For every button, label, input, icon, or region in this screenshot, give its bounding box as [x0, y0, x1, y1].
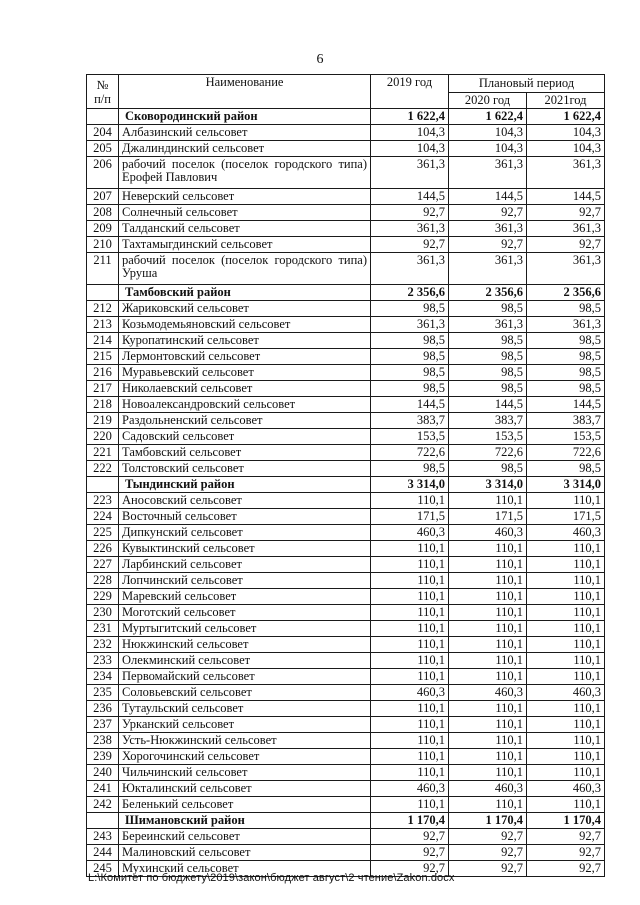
value-2020: 104,3	[449, 141, 527, 157]
value-2020: 110,1	[449, 621, 527, 637]
value-2021: 110,1	[527, 637, 605, 653]
value-2020: 3 314,0	[449, 477, 527, 493]
value-2020: 110,1	[449, 701, 527, 717]
table-row	[87, 637, 605, 653]
row-name: Хорогочинский сельсовет	[119, 749, 371, 765]
value-2019: 110,1	[371, 589, 449, 605]
header-year-2021: 2021год	[527, 93, 605, 109]
row-number: 222	[87, 461, 119, 477]
row-name: Моготский сельсовет	[119, 605, 371, 621]
row-name: Лопчинский сельсовет	[119, 573, 371, 589]
row-name: Соловьевский сельсовет	[119, 685, 371, 701]
header-num: № п/п	[87, 75, 119, 109]
value-2021: 98,5	[527, 333, 605, 349]
row-number: 205	[87, 141, 119, 157]
value-2020: 110,1	[449, 589, 527, 605]
table-row	[87, 733, 605, 749]
table-row	[87, 605, 605, 621]
value-2020: 144,5	[449, 397, 527, 413]
value-2019: 98,5	[371, 301, 449, 317]
value-2021: 1 622,4	[527, 109, 605, 125]
row-number: 213	[87, 317, 119, 333]
row-name: Муртыгитский сельсовет	[119, 621, 371, 637]
value-2021: 460,3	[527, 525, 605, 541]
value-2021: 110,1	[527, 605, 605, 621]
value-2021: 722,6	[527, 445, 605, 461]
table-row	[87, 125, 605, 141]
row-name: Неверский сельсовет	[119, 189, 371, 205]
header-name: Наименование	[119, 75, 371, 109]
value-2019: 92,7	[371, 845, 449, 861]
row-number	[87, 477, 119, 493]
row-number: 219	[87, 413, 119, 429]
row-number: 207	[87, 189, 119, 205]
value-2020: 110,1	[449, 669, 527, 685]
row-number: 230	[87, 605, 119, 621]
value-2020: 110,1	[449, 717, 527, 733]
value-2019: 110,1	[371, 557, 449, 573]
row-name: Чильчинский сельсовет	[119, 765, 371, 781]
value-2020: 361,3	[449, 253, 527, 285]
row-number: 216	[87, 365, 119, 381]
value-2019: 92,7	[371, 205, 449, 221]
district-row	[87, 813, 605, 829]
value-2021: 110,1	[527, 493, 605, 509]
district-row	[87, 109, 605, 125]
row-name: Дипкунский сельсовет	[119, 525, 371, 541]
district-row	[87, 285, 605, 301]
value-2021: 1 170,4	[527, 813, 605, 829]
row-name: Мухинский сельсовет	[119, 861, 371, 877]
row-number	[87, 813, 119, 829]
row-number: 234	[87, 669, 119, 685]
row-name: Тутаульский сельсовет	[119, 701, 371, 717]
row-name: Албазинский сельсовет	[119, 125, 371, 141]
value-2019: 110,1	[371, 541, 449, 557]
value-2020: 1 622,4	[449, 109, 527, 125]
value-2021: 92,7	[527, 205, 605, 221]
value-2019: 144,5	[371, 189, 449, 205]
row-name: Куропатинский сельсовет	[119, 333, 371, 349]
row-name: Беленький сельсовет	[119, 797, 371, 813]
value-2021: 110,1	[527, 797, 605, 813]
value-2020: 383,7	[449, 413, 527, 429]
row-number: 242	[87, 797, 119, 813]
value-2020: 361,3	[449, 157, 527, 189]
row-number: 204	[87, 125, 119, 141]
value-2020: 92,7	[449, 861, 527, 877]
value-2020: 98,5	[449, 349, 527, 365]
value-2020: 460,3	[449, 685, 527, 701]
footer-file-path: L:\Комитет по бюджету\2019\закон\бюджет август\2 чтение\Zakon.docx	[88, 872, 455, 884]
table-row	[87, 653, 605, 669]
value-2019: 110,1	[371, 573, 449, 589]
table-row	[87, 141, 605, 157]
value-2020: 1 170,4	[449, 813, 527, 829]
row-number: 212	[87, 301, 119, 317]
row-name: рабочий поселок (поселок городского типа) Ерофей Павлович	[119, 157, 371, 189]
page-number: 6	[316, 52, 324, 67]
row-name: Маревский сельсовет	[119, 589, 371, 605]
value-2019: 110,1	[371, 493, 449, 509]
value-2021: 92,7	[527, 861, 605, 877]
table-row	[87, 493, 605, 509]
value-2019: 1 622,4	[371, 109, 449, 125]
table-row	[87, 445, 605, 461]
value-2021: 110,1	[527, 589, 605, 605]
table-row	[87, 509, 605, 525]
value-2021: 92,7	[527, 237, 605, 253]
row-name: Жариковский сельсовет	[119, 301, 371, 317]
row-number: 220	[87, 429, 119, 445]
table-row	[87, 237, 605, 253]
value-2019: 98,5	[371, 365, 449, 381]
table-row	[87, 381, 605, 397]
table-row	[87, 301, 605, 317]
value-2021: 383,7	[527, 413, 605, 429]
value-2019: 110,1	[371, 717, 449, 733]
row-number: 232	[87, 637, 119, 653]
value-2020: 2 356,6	[449, 285, 527, 301]
value-2019: 110,1	[371, 733, 449, 749]
table-row	[87, 189, 605, 205]
value-2020: 110,1	[449, 541, 527, 557]
value-2021: 110,1	[527, 717, 605, 733]
row-number: 223	[87, 493, 119, 509]
value-2021: 104,3	[527, 141, 605, 157]
value-2020: 110,1	[449, 557, 527, 573]
row-number: 227	[87, 557, 119, 573]
value-2021: 110,1	[527, 669, 605, 685]
value-2021: 98,5	[527, 365, 605, 381]
row-number	[87, 285, 119, 301]
table-row	[87, 541, 605, 557]
district-row	[87, 477, 605, 493]
row-name: Талданский сельсовет	[119, 221, 371, 237]
value-2021: 98,5	[527, 381, 605, 397]
table-row	[87, 253, 605, 285]
row-name: Юкталинский сельсовет	[119, 781, 371, 797]
value-2019: 110,1	[371, 637, 449, 653]
table-row	[87, 333, 605, 349]
table-row	[87, 557, 605, 573]
value-2021: 3 314,0	[527, 477, 605, 493]
value-2021: 144,5	[527, 189, 605, 205]
value-2020: 110,1	[449, 573, 527, 589]
value-2020: 110,1	[449, 637, 527, 653]
row-number: 235	[87, 685, 119, 701]
header-year-2019: 2019 год	[371, 75, 449, 109]
value-2019: 110,1	[371, 749, 449, 765]
row-number	[87, 109, 119, 125]
table-row	[87, 749, 605, 765]
row-name: Джалиндинский сельсовет	[119, 141, 371, 157]
row-number: 233	[87, 653, 119, 669]
value-2021: 361,3	[527, 317, 605, 333]
table-row	[87, 717, 605, 733]
table-row	[87, 845, 605, 861]
value-2021: 144,5	[527, 397, 605, 413]
value-2019: 171,5	[371, 509, 449, 525]
row-name: Усть-Нюкжинский сельсовет	[119, 733, 371, 749]
value-2019: 98,5	[371, 461, 449, 477]
value-2020: 722,6	[449, 445, 527, 461]
row-name: Тамбовский сельсовет	[119, 445, 371, 461]
value-2021: 92,7	[527, 829, 605, 845]
header-planned-period: Плановый период	[449, 75, 605, 93]
value-2020: 98,5	[449, 365, 527, 381]
value-2020: 98,5	[449, 333, 527, 349]
table-row	[87, 205, 605, 221]
value-2019: 361,3	[371, 253, 449, 285]
row-number: 217	[87, 381, 119, 397]
table-row	[87, 365, 605, 381]
value-2021: 110,1	[527, 557, 605, 573]
row-number: 210	[87, 237, 119, 253]
row-name: Новоалександровский сельсовет	[119, 397, 371, 413]
row-name: Козьмодемьяновский сельсовет	[119, 317, 371, 333]
row-name: Раздольненский сельсовет	[119, 413, 371, 429]
row-name: Сковородинский район	[119, 109, 371, 125]
value-2021: 171,5	[527, 509, 605, 525]
value-2019: 3 314,0	[371, 477, 449, 493]
value-2021: 460,3	[527, 781, 605, 797]
value-2019: 361,3	[371, 157, 449, 189]
row-number: 224	[87, 509, 119, 525]
value-2020: 98,5	[449, 381, 527, 397]
value-2019: 104,3	[371, 141, 449, 157]
row-number: 241	[87, 781, 119, 797]
row-number: 243	[87, 829, 119, 845]
row-number: 218	[87, 397, 119, 413]
table-row	[87, 797, 605, 813]
value-2019: 1 170,4	[371, 813, 449, 829]
value-2020: 110,1	[449, 749, 527, 765]
value-2020: 92,7	[449, 237, 527, 253]
row-number: 236	[87, 701, 119, 717]
table-row	[87, 429, 605, 445]
value-2021: 110,1	[527, 765, 605, 781]
value-2021: 2 356,6	[527, 285, 605, 301]
row-name: Тахтамыгдинский сельсовет	[119, 237, 371, 253]
value-2021: 110,1	[527, 541, 605, 557]
row-number: 240	[87, 765, 119, 781]
value-2020: 110,1	[449, 797, 527, 813]
value-2020: 460,3	[449, 781, 527, 797]
table-row	[87, 669, 605, 685]
value-2019: 92,7	[371, 237, 449, 253]
value-2019: 460,3	[371, 525, 449, 541]
row-name: Шимановский район	[119, 813, 371, 829]
table-row	[87, 589, 605, 605]
row-number: 209	[87, 221, 119, 237]
table-row	[87, 461, 605, 477]
value-2020: 92,7	[449, 205, 527, 221]
value-2019: 722,6	[371, 445, 449, 461]
row-name: Толстовский сельсовет	[119, 461, 371, 477]
value-2020: 110,1	[449, 605, 527, 621]
value-2021: 92,7	[527, 845, 605, 861]
row-name: Тындинский район	[119, 477, 371, 493]
value-2020: 92,7	[449, 829, 527, 845]
row-name: Олекминский сельсовет	[119, 653, 371, 669]
row-number: 245	[87, 861, 119, 877]
row-number: 206	[87, 157, 119, 189]
row-name: Тамбовский район	[119, 285, 371, 301]
value-2021: 153,5	[527, 429, 605, 445]
table-row	[87, 701, 605, 717]
table-row	[87, 157, 605, 189]
row-number: 214	[87, 333, 119, 349]
value-2021: 110,1	[527, 733, 605, 749]
value-2021: 104,3	[527, 125, 605, 141]
value-2019: 92,7	[371, 861, 449, 877]
value-2019: 361,3	[371, 221, 449, 237]
value-2020: 110,1	[449, 653, 527, 669]
row-number: 221	[87, 445, 119, 461]
value-2019: 110,1	[371, 701, 449, 717]
row-name: Ларбинский сельсовет	[119, 557, 371, 573]
row-number: 208	[87, 205, 119, 221]
value-2020: 153,5	[449, 429, 527, 445]
value-2019: 110,1	[371, 669, 449, 685]
value-2019: 460,3	[371, 685, 449, 701]
table-row	[87, 781, 605, 797]
row-name: Береинский сельсовет	[119, 829, 371, 845]
value-2021: 361,3	[527, 221, 605, 237]
value-2019: 92,7	[371, 829, 449, 845]
value-2019: 460,3	[371, 781, 449, 797]
value-2020: 460,3	[449, 525, 527, 541]
value-2020: 98,5	[449, 461, 527, 477]
value-2019: 361,3	[371, 317, 449, 333]
row-name: Муравьевский сельсовет	[119, 365, 371, 381]
row-name: Урканский сельсовет	[119, 717, 371, 733]
value-2019: 98,5	[371, 381, 449, 397]
value-2020: 110,1	[449, 493, 527, 509]
row-name: Садовский сельсовет	[119, 429, 371, 445]
value-2020: 110,1	[449, 733, 527, 749]
row-number: 215	[87, 349, 119, 365]
table-row	[87, 221, 605, 237]
table-row	[87, 525, 605, 541]
value-2019: 153,5	[371, 429, 449, 445]
row-name: Первомайский сельсовет	[119, 669, 371, 685]
value-2019: 110,1	[371, 605, 449, 621]
row-number: 244	[87, 845, 119, 861]
value-2021: 460,3	[527, 685, 605, 701]
value-2019: 110,1	[371, 653, 449, 669]
table-row	[87, 765, 605, 781]
value-2019: 110,1	[371, 797, 449, 813]
value-2021: 98,5	[527, 349, 605, 365]
row-name: Малиновский сельсовет	[119, 845, 371, 861]
row-name: Нюкжинский сельсовет	[119, 637, 371, 653]
row-number: 231	[87, 621, 119, 637]
value-2021: 361,3	[527, 157, 605, 189]
value-2021: 98,5	[527, 301, 605, 317]
row-name: Лермонтовский сельсовет	[119, 349, 371, 365]
value-2021: 361,3	[527, 253, 605, 285]
value-2020: 104,3	[449, 125, 527, 141]
value-2020: 361,3	[449, 221, 527, 237]
row-name: рабочий поселок (поселок городского типа) Уруша	[119, 253, 371, 285]
row-number: 226	[87, 541, 119, 557]
value-2019: 144,5	[371, 397, 449, 413]
row-name: Восточный сельсовет	[119, 509, 371, 525]
value-2020: 98,5	[449, 301, 527, 317]
value-2019: 110,1	[371, 765, 449, 781]
row-name: Солнечный сельсовет	[119, 205, 371, 221]
row-name: Николаевский сельсовет	[119, 381, 371, 397]
value-2020: 361,3	[449, 317, 527, 333]
value-2021: 98,5	[527, 461, 605, 477]
value-2021: 110,1	[527, 653, 605, 669]
table-row	[87, 573, 605, 589]
row-number: 229	[87, 589, 119, 605]
value-2019: 98,5	[371, 349, 449, 365]
row-number: 211	[87, 253, 119, 285]
value-2020: 171,5	[449, 509, 527, 525]
value-2019: 110,1	[371, 621, 449, 637]
value-2021: 110,1	[527, 573, 605, 589]
table-row	[87, 413, 605, 429]
value-2019: 104,3	[371, 125, 449, 141]
budget-table	[86, 74, 605, 877]
table-row	[87, 349, 605, 365]
value-2019: 383,7	[371, 413, 449, 429]
table-row	[87, 397, 605, 413]
table-row	[87, 685, 605, 701]
table-body	[87, 109, 605, 877]
value-2021: 110,1	[527, 749, 605, 765]
row-number: 225	[87, 525, 119, 541]
row-name: Кувыктинский сельсовет	[119, 541, 371, 557]
value-2020: 110,1	[449, 765, 527, 781]
value-2019: 2 356,6	[371, 285, 449, 301]
row-number: 239	[87, 749, 119, 765]
row-name: Аносовский сельсовет	[119, 493, 371, 509]
table-row	[87, 829, 605, 845]
value-2020: 92,7	[449, 845, 527, 861]
table-row	[87, 621, 605, 637]
row-number: 237	[87, 717, 119, 733]
row-number: 228	[87, 573, 119, 589]
row-number: 238	[87, 733, 119, 749]
value-2019: 98,5	[371, 333, 449, 349]
table-row	[87, 317, 605, 333]
value-2020: 144,5	[449, 189, 527, 205]
value-2021: 110,1	[527, 621, 605, 637]
table-header	[87, 75, 605, 109]
value-2021: 110,1	[527, 701, 605, 717]
header-year-2020: 2020 год	[449, 93, 527, 109]
